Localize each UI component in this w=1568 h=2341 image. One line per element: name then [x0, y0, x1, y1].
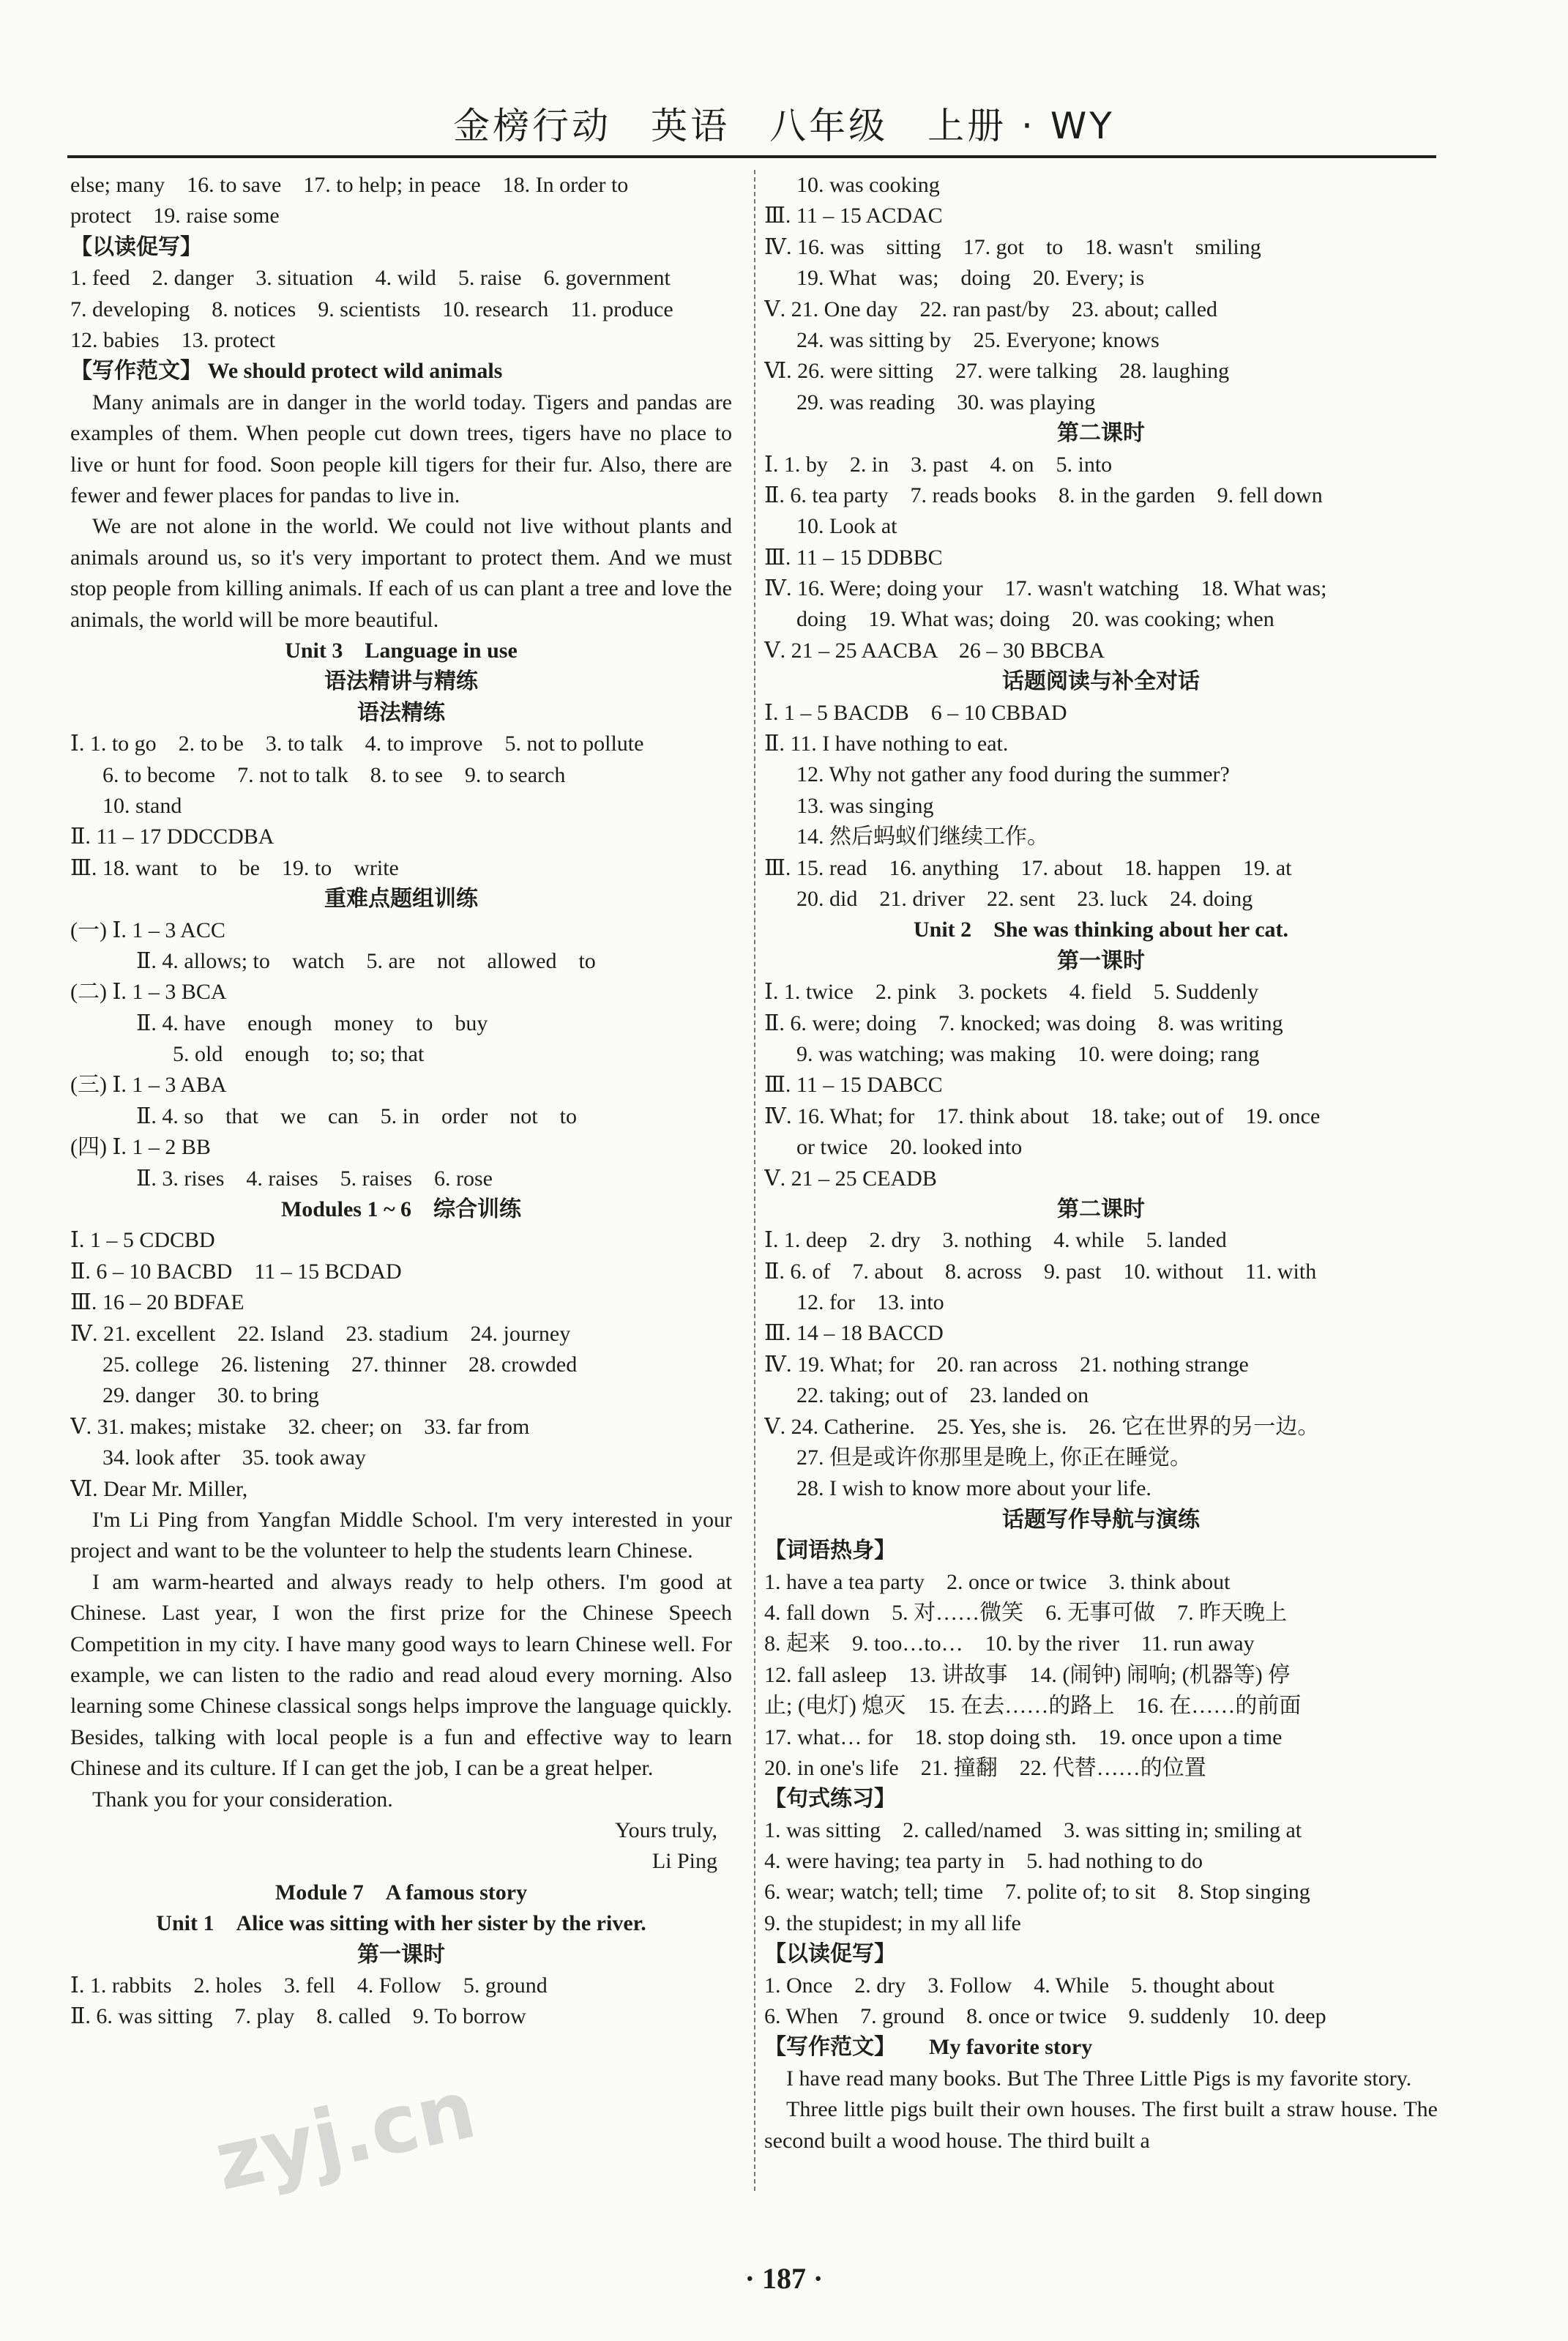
left-text-line: Module 7 A famous story [275, 1880, 528, 1905]
left-text-line: 【以读促写】 [70, 234, 202, 259]
right-text-line: 10. Look at [796, 514, 897, 539]
left-text-line: 5. old enough to; so; that [173, 1042, 425, 1067]
left-text-line: 6. to become 7. not to talk 8. to see 9. to search [102, 762, 566, 787]
page-number: · 187 · [744, 2262, 824, 2295]
left-text-line: Ⅰ. 1. rabbits 2. holes 3. fell 4. Follow 5. ground [70, 1973, 548, 1998]
right-text-line: 12. fall asleep 13. 讲故事 14. (闹钟) 闹响; (机器等) 停 [764, 1662, 1291, 1687]
right-text-line: Ⅲ. 11 – 15 DABCC [764, 1073, 943, 1098]
right-text-line: 话题写作导航与演练 [1002, 1507, 1200, 1532]
right-text-line: 27. 但是或许你那里是晚上, 你正在睡觉。 [796, 1445, 1192, 1470]
page-header: 金榜行动 英语 八年级 上册 · WY [453, 105, 1115, 147]
right-text-line: Ⅲ. 14 – 18 BACCD [764, 1321, 944, 1346]
left-text-line: (四) Ⅰ. 1 – 2 BB [70, 1135, 211, 1160]
left-text-line: Yours truly, [614, 1817, 717, 1842]
watermark: zyj.cn [206, 2062, 484, 2208]
left-text-line: Ⅲ. 18. want to be 19. to write [70, 855, 399, 880]
right-text-line: 话题阅读与补全对话 [1002, 669, 1200, 694]
right-text-line: 6. wear; watch; tell; time 7. polite of; to sit 8. Stop singing [764, 1880, 1310, 1905]
left-text-line: 10. stand [102, 793, 182, 818]
right-text-line: Ⅲ. 11 – 15 DDBBC [764, 545, 943, 570]
left-text-line: 12. babies 13. protect [70, 327, 275, 352]
left-text-line: else; many 16. to save 17. to help; in peace 18. In order to [70, 173, 629, 197]
left-text-line: Many animals are in danger in the world today. Tigers and pandas are examples of them. When people cut down trees, tigers have no place to live or hunt for food. Soon people kill tigers for their fur. Also, there are fewer and fewer places for pandas to live in. [70, 390, 732, 507]
right-text-line: 24. was sitting by 25. Everyone; knows [796, 327, 1160, 352]
left-text-line: Ⅵ. Dear Mr. Miller, [70, 1476, 248, 1501]
left-text-line: 【写作范文】 We should protect wild animals [70, 359, 503, 384]
left-text-line: 语法精练 [357, 700, 445, 725]
left-text-line: We are not alone in the world. We could not live without plants and animals around us, so it's very important to protect them. And we must stop people from killing animals. If each of us can plant a tree and love the animals, the world will be more beautiful. [70, 514, 732, 632]
right-text-line: 止; (电灯) 熄灭 15. 在去……的路上 16. 在……的前面 [764, 1694, 1302, 1719]
column-divider [754, 170, 755, 2191]
right-text-line: 12. for 13. into [796, 1290, 944, 1315]
left-text-line: I am warm-hearted and always ready to help others. I'm good at Chinese. Last year, I won the first prize for the Chinese Speech Competition in my city. I have many good ways to learn Chinese well. For example, we can listen to the radio and read aloud every morning. Also learning some Chinese classical songs helps improve the language quickly. Besides, talking with local people is a fun and effective way to learn Chinese and its culture. If I can get the job, I can be a great helper. [70, 1569, 732, 1781]
right-text-line: Ⅴ. 21. One day 22. ran past/by 23. about; called [764, 297, 1218, 321]
right-column [764, 170, 1438, 2156]
right-text-line: 4. fall down 5. 对……微笑 6. 无事可做 7. 昨天晚上 [764, 1600, 1288, 1625]
left-text-line: Li Ping [652, 1849, 717, 1874]
right-text-line: 17. what… for 18. stop doing sth. 19. once upon a time [764, 1724, 1283, 1749]
left-text-line: 29. danger 30. to bring [102, 1383, 319, 1408]
left-text-line: Ⅲ. 16 – 20 BDFAE [70, 1290, 244, 1315]
right-text-line: 20. in one's life 21. 撞翻 22. 代替……的位置 [764, 1755, 1206, 1780]
right-text-line: 10. was cooking [796, 173, 940, 197]
right-text-line: 14. 然后蚂蚁们继续工作。 [796, 825, 1049, 849]
right-text-line: 12. Why not gather any food during the summer? [796, 762, 1230, 787]
right-text-line: Ⅲ. 15. read 16. anything 17. about 18. happen 19. at [764, 855, 1292, 880]
left-text-line: Ⅱ. 4. allows; to watch 5. are not allowed to [136, 948, 596, 973]
left-text-line: 25. college 26. listening 27. thinner 28. crowded [102, 1352, 578, 1377]
right-text-line: 【以读促写】 [764, 1942, 896, 1967]
right-text-line: 20. did 21. driver 22. sent 23. luck 24. doing [796, 886, 1253, 911]
left-text-line: 第一课时 [357, 1942, 445, 1967]
left-text-line: 语法精讲与精练 [324, 669, 478, 694]
left-text-line: Ⅱ. 6 – 10 BACBD 11 – 15 BCDAD [70, 1259, 402, 1284]
left-text-line: Unit 1 Alice was sitting with her sister by the river. [156, 1911, 646, 1936]
right-text-line: 13. was singing [796, 793, 934, 818]
right-text-line: 【词语热身】 [764, 1538, 896, 1563]
left-text-line: Ⅱ. 11 – 17 DDCCDBA [70, 825, 275, 849]
right-text-line: 8. 起来 9. too…to… 10. by the river 11. run away [764, 1631, 1255, 1656]
right-text-line: Ⅳ. 16. Were; doing your 17. wasn't watching 18. What was; [764, 576, 1327, 601]
left-text-line: Unit 3 Language in use [285, 638, 518, 663]
left-text-line: 7. developing 8. notices 9. scientists 10. research 11. produce [70, 297, 673, 321]
right-text-line: 29. was reading 30. was playing [796, 390, 1096, 414]
right-text-line: Ⅳ. 19. What; for 20. ran across 21. nothing strange [764, 1352, 1249, 1377]
left-text-line: protect 19. raise some [70, 204, 280, 228]
left-text-line: (三) Ⅰ. 1 – 3 ABA [70, 1073, 227, 1098]
right-text-line: 第一课时 [1057, 948, 1145, 973]
right-text-line: 【写作范文】 My favorite story [764, 2035, 1093, 2060]
left-text-line: (一) Ⅰ. 1 – 3 ACC [70, 918, 225, 942]
left-text-line: Ⅴ. 31. makes; mistake 32. cheer; on 33. far from [70, 1414, 530, 1439]
right-text-line: Ⅵ. 26. were sitting 27. were talking 28. laughing [764, 359, 1230, 384]
right-text-line: Ⅳ. 16. was sitting 17. got to 18. wasn't smiling [764, 234, 1261, 259]
right-text-line: Ⅰ. 1. by 2. in 3. past 4. on 5. into [764, 452, 1113, 477]
left-text-line: Ⅱ. 3. rises 4. raises 5. raises 6. rose [136, 1166, 493, 1191]
right-text-line: Ⅴ. 24. Catherine. 25. Yes, she is. 26. 它在世界的另一边。 [764, 1414, 1320, 1439]
right-text-line: 【句式练习】 [764, 1787, 896, 1812]
right-text-line: Ⅰ. 1. deep 2. dry 3. nothing 4. while 5. landed [764, 1228, 1227, 1253]
left-text-line: Ⅰ. 1. to go 2. to be 3. to talk 4. to improve 5. not to pollute [70, 732, 644, 756]
right-text-line: 19. What was; doing 20. Every; is [796, 266, 1145, 291]
right-text-line: 9. was watching; was making 10. were doing; rang [796, 1041, 1260, 1066]
right-text-line: Ⅲ. 11 – 15 ACDAC [764, 204, 943, 228]
right-text-line: Ⅴ. 21 – 25 CEADB [764, 1166, 937, 1191]
right-text-line: 1. Once 2. dry 3. Follow 4. While 5. thought about [764, 1973, 1274, 1998]
right-text-line: 9. the stupidest; in my all life [764, 1910, 1021, 1935]
right-text-line: Ⅳ. 16. What; for 17. think about 18. take; out of 19. once [764, 1103, 1321, 1128]
left-text-line: Ⅱ. 6. was sitting 7. play 8. called 9. To borrow [70, 2004, 526, 2029]
left-text-line: 34. look after 35. took away [102, 1445, 366, 1470]
left-text-line: I'm Li Ping from Yangfan Middle School. I'm very interested in your project and want to be the volunteer to help the students learn Chinese. [70, 1507, 732, 1563]
right-text-line: Three little pigs built their own houses. The first built a straw house. The second built a wood house. The third built a [764, 2097, 1438, 2153]
right-text-line: Ⅱ. 6. were; doing 7. knocked; was doing 8. was writing [764, 1011, 1283, 1035]
right-text-line: 1. have a tea party 2. once or twice 3. think about [764, 1569, 1231, 1594]
left-text-line: Ⅰ. 1 – 5 CDCBD [70, 1228, 215, 1253]
right-text-line: I have read many books. But The Three Little Pigs is my favorite story. [786, 2066, 1412, 2091]
left-text-line: (二) Ⅰ. 1 – 3 BCA [70, 980, 227, 1005]
right-text-line: Ⅰ. 1 – 5 BACDB 6 – 10 CBBAD [764, 700, 1067, 725]
right-text-line: or twice 20. looked into [796, 1135, 1023, 1160]
right-text-line: 4. were having; tea party in 5. had nothing to do [764, 1849, 1203, 1874]
left-column [70, 170, 732, 2033]
right-text-line: Ⅱ. 6. of 7. about 8. across 9. past 10. without 11. with [764, 1259, 1317, 1284]
right-text-line: 22. taking; out of 23. landed on [796, 1383, 1089, 1408]
right-text-line: Ⅱ. 11. I have nothing to eat. [764, 732, 1009, 756]
right-text-line: 28. I wish to know more about your life. [796, 1476, 1151, 1501]
left-text-line: 1. feed 2. danger 3. situation 4. wild 5. raise 6. government [70, 266, 671, 291]
right-text-line: 6. When 7. ground 8. once or twice 9. suddenly 10. deep [764, 2004, 1326, 2029]
right-text-line: doing 19. What was; doing 20. was cooking; when [796, 607, 1274, 632]
left-text-line: Ⅱ. 4. so that we can 5. in order not to [136, 1103, 577, 1128]
right-text-line: 第二课时 [1057, 1196, 1145, 1221]
right-text-line: Ⅱ. 6. tea party 7. reads books 8. in the garden 9. fell down [764, 483, 1323, 507]
right-text-line: 1. was sitting 2. called/named 3. was sitting in; smiling at [764, 1817, 1302, 1842]
right-text-line: Ⅰ. 1. twice 2. pink 3. pockets 4. field 5. Suddenly [764, 980, 1259, 1005]
left-text-line: Modules 1 ~ 6 综合训练 [280, 1197, 522, 1222]
header-rule [67, 155, 1436, 158]
left-text-line: Ⅱ. 4. have enough money to buy [136, 1011, 488, 1035]
left-text-line: Thank you for your consideration. [92, 1787, 393, 1812]
left-text-line: 重难点题组训练 [324, 887, 478, 912]
right-text-line: Unit 2 She was thinking about her cat. [913, 918, 1289, 942]
left-text-line: Ⅳ. 21. excellent 22. Island 23. stadium 24. journey [70, 1321, 571, 1346]
right-text-line: 第二课时 [1057, 421, 1145, 446]
right-text-line: Ⅴ. 21 – 25 AACBA 26 – 30 BBCBA [764, 638, 1105, 663]
